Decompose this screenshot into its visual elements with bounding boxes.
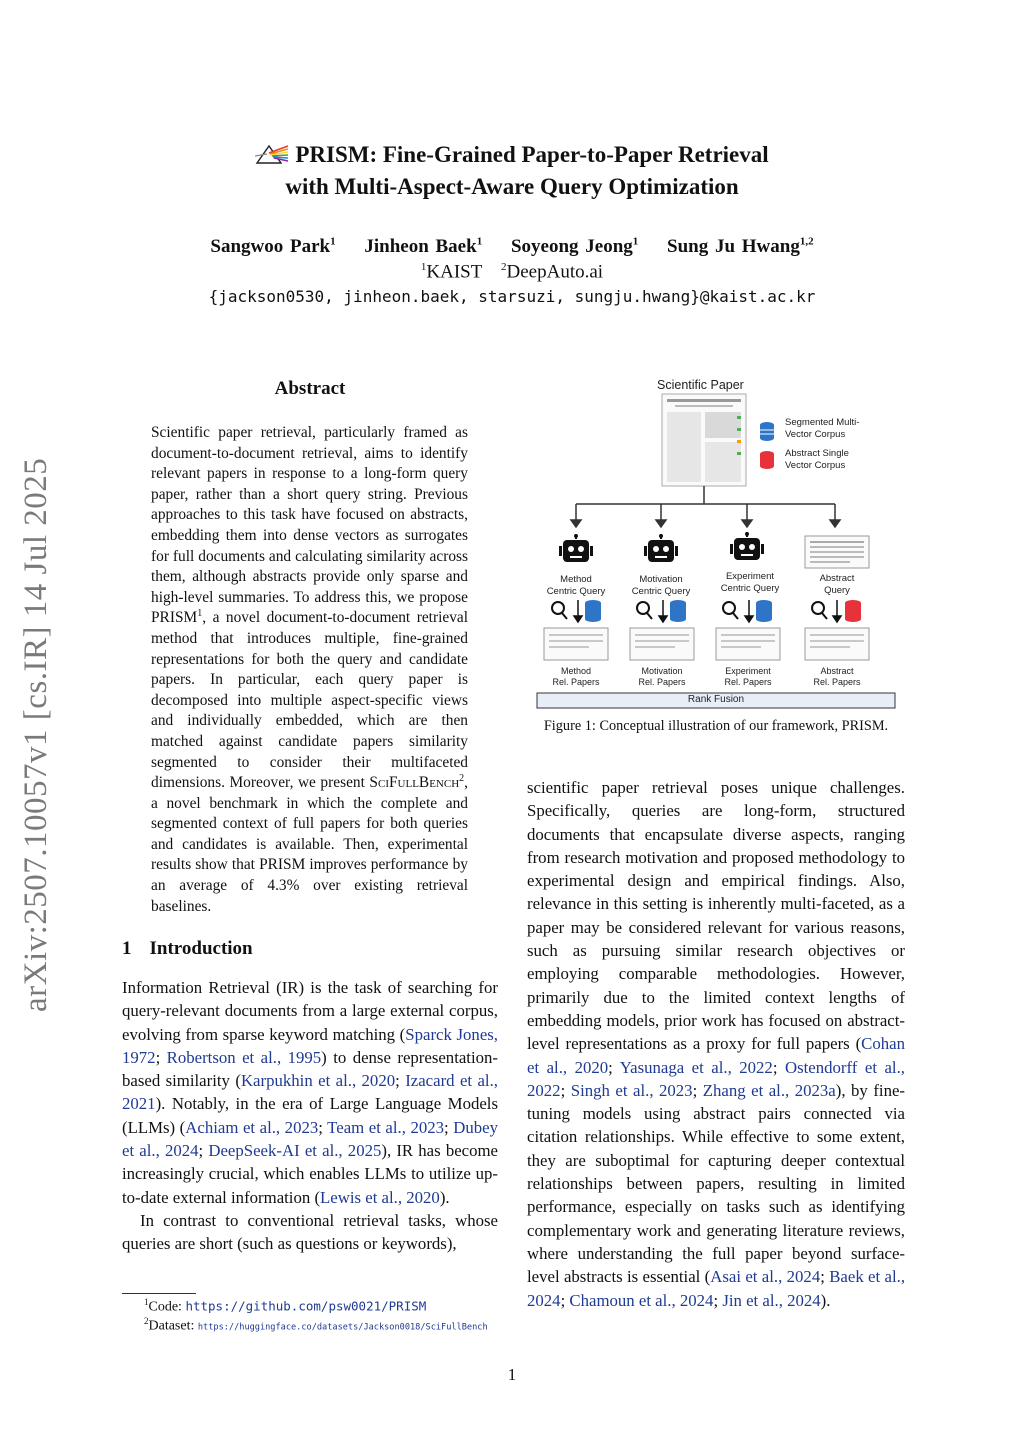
blue-database-icon	[585, 600, 772, 622]
legend-single-vector: Abstract Single Vector Corpus	[785, 448, 849, 471]
citation-link[interactable]: DeepSeek-AI et al., 2025	[208, 1141, 382, 1161]
citation-link[interactable]: Cohan et al., 2020	[527, 1034, 905, 1077]
intro-paragraph-2: In contrast to conventional retrieval tasks, whose queries are short (such as questions or keywords),	[122, 1210, 498, 1254]
query-label: Abstract Query	[819, 573, 855, 596]
citation-link[interactable]: Karpukhin et al., 2020	[240, 1071, 396, 1091]
red-database-icon	[760, 451, 774, 469]
fan-out-connector	[571, 486, 840, 527]
fig-top-label: Scientific Paper	[657, 378, 744, 392]
query-label: Experiment Centric Query	[720, 571, 780, 594]
result-label: Method Rel. Papers	[552, 666, 600, 687]
abstract-document-thumbnail	[805, 536, 869, 568]
abstract-body: Scientific paper retrieval, particularly framed as document-to-document retrieval, aims to identify relevant papers in response to a long-form query paper, rather than a short query string. Previous approaches to this task have focused on abstracts, embedding them into dense vectors as surrogates for full documents and calculating similarity across them, although abstracts provide only sparse and high-level summaries. To address this, we propose PRISM$^1$, a novel document-to-document retrieval method that introduces multiple, fine-grained representations for both the query and candidate papers. In particular, each query paper is decomposed into multiple aspect-specific views and individually embedded, which are then matched against candidate papers similarity segmented to consider their multifaceted dimensions. Moreover, we present SciFullBench$^2$, a novel benchmark in which the complete and segmented context of full papers for both queries and candidates is available. Then, experimental results show that PRISM improves performance by an average of 4.3% over existing retrieval baselines.	[151, 424, 468, 915]
title-line-1: PRISM: Fine-Grained Paper-to-Paper Retrieval	[295, 142, 769, 167]
robot-icon	[644, 534, 678, 562]
abstract-heading: Abstract	[274, 378, 346, 399]
paper-title	[150, 140, 874, 201]
citation-link[interactable]: Yasunaga et al., 2022	[619, 1057, 773, 1077]
legend-multi-vector: Segmented Multi- Vector Corpus	[785, 417, 860, 440]
author-list	[150, 236, 874, 258]
benchmark-name: SciFullBench	[369, 774, 460, 792]
prism-rainbow-icon	[255, 143, 289, 172]
dataset-url-link[interactable]: https://huggingface.co/datasets/Jackson0018/SciFullBench	[197, 1322, 488, 1333]
arxiv-sidebar-stamp: arXiv:2507.10057v1 [cs.IR] 14 Jul 2025	[18, 457, 54, 1012]
red-database-icon	[845, 600, 861, 622]
citation-link[interactable]: Lewis et al., 2020	[320, 1187, 440, 1207]
citation-link[interactable]: Ostendorff et al., 2022	[527, 1057, 905, 1100]
footnote-code: $^1$Code: https://github.com/psw0021/PRISM	[144, 1297, 427, 1315]
intro-paragraph-2-continued: scientific paper retrieval poses unique challenges. Specifically, queries are long-form, structured documents that encapsulate diverse aspects, ranging from research motivation and proposed methodology to experimental design and empirical findings. Also, relevance in this setting is inherently multi-faceted, as a paper may be considered relevant for various reasons, such as pursuing similar research objectives or employing comparable methodologies. However, primarily due to the limited context lengths of embedding models, prior work has focused on abstract-level representations as a proxy for full papers (Cohan et al., 2020; Yasunaga et al., 2022; Ostendorff et al., 2022; Singh et al., 2023; Zhang et al., 2023a), by fine-tuning models using abstract pairs connected via citation relationships. While effective to some extent, they are suboptimal for capturing deeper contextual relationships between papers, resulting in limited performance, especially on tasks such as identifying complementary work and generating literature reviews, where understanding the full paper beyond surface-level abstracts is essential (Asai et al., 2024; Baek et al., 2024; Chamoun et al., 2024; Jin et al., 2024).	[527, 778, 906, 1310]
robot-icon	[730, 532, 764, 560]
rank-fusion-label: Rank Fusion	[687, 694, 745, 705]
author: Sangwoo Park$^1$	[210, 236, 336, 258]
citation-link[interactable]: Team et al., 2023	[327, 1117, 445, 1137]
citation-link[interactable]: Chamoun et al., 2024	[569, 1290, 714, 1310]
page-number: 1	[507, 1365, 517, 1384]
author: Soyeong Jeong$^1$	[510, 236, 639, 258]
query-label: Method Centric Query	[546, 574, 606, 597]
citation-link[interactable]: Robertson et al., 1995	[166, 1047, 322, 1067]
result-label: Experiment Rel. Papers	[724, 666, 772, 687]
title-line-2: with Multi-Aspect-Aware Query Optimization	[285, 174, 739, 199]
author: Jinheon Baek$^1$	[364, 236, 483, 258]
footnote-dataset: $^2$Dataset: https://huggingface.co/datasets/Jackson0018/SciFullBench	[144, 1316, 488, 1334]
citation-link[interactable]: Zhang et al., 2023a	[702, 1080, 836, 1100]
robot-icon	[559, 534, 593, 562]
scientific-paper-thumbnail	[662, 394, 746, 486]
result-document-thumbnails	[544, 628, 869, 660]
query-label: Motivation Centric Query	[631, 574, 691, 597]
citation-link[interactable]: Singh et al., 2023	[570, 1080, 693, 1100]
intro-paragraph-1: Information Retrieval (IR) is the task of searching for query-relevant documents from a large external corpus, evolving from sparse keyword matching (Sparck Jones, 1972; Robertson et al., 1995) to dense representation-based similarity (Karpukhin et al., 2020; Izacard et al., 2021). Notably, in the era of Large Language Models (LLMs) (Achiam et al., 2023; Team et al., 2023; Dubey et al., 2024; DeepSeek-AI et al., 2025), IR has become increasingly crucial, which enables LLMs to utilize up-to-date external information (Lewis et al., 2020).	[122, 978, 499, 1207]
figure-caption: Figure 1: Conceptual illustration of our framework, PRISM.	[543, 718, 889, 734]
figure-1	[527, 372, 905, 712]
intro-right-column	[527, 776, 905, 1312]
result-label: Motivation Rel. Papers	[638, 666, 686, 687]
citation-link[interactable]: Asai et al., 2024	[710, 1267, 821, 1287]
result-label: Abstract Rel. Papers	[813, 666, 861, 687]
section-heading-introduction: 1 Introduction	[122, 938, 253, 959]
citation-link[interactable]: Baek et al., 2024	[527, 1267, 906, 1310]
down-arrow-icon	[574, 600, 841, 622]
footnote-rule	[122, 1293, 196, 1294]
citation-link[interactable]: Dubey et al., 2024	[122, 1117, 499, 1161]
citation-link[interactable]: Achiam et al., 2023	[185, 1117, 319, 1137]
code-url-link[interactable]: https://github.com/psw0021/PRISM	[185, 1298, 427, 1314]
blue-database-icon	[760, 422, 774, 441]
citation-link[interactable]: Izacard et al., 2021	[122, 1071, 498, 1114]
author: Sung Ju Hwang$^{1,2}$	[667, 236, 814, 258]
author-emails: {jackson0530, jinheon.baek, starsuzi, sungju.hwang}@kaist.ac.kr	[208, 287, 816, 306]
citation-link[interactable]: Sparck Jones, 1972	[122, 1024, 498, 1067]
affiliations: $^1$KAIST $^2$DeepAuto.ai	[420, 261, 604, 283]
citation-link[interactable]: Jin et al., 2024	[722, 1290, 821, 1310]
intro-left-column	[122, 976, 498, 1256]
